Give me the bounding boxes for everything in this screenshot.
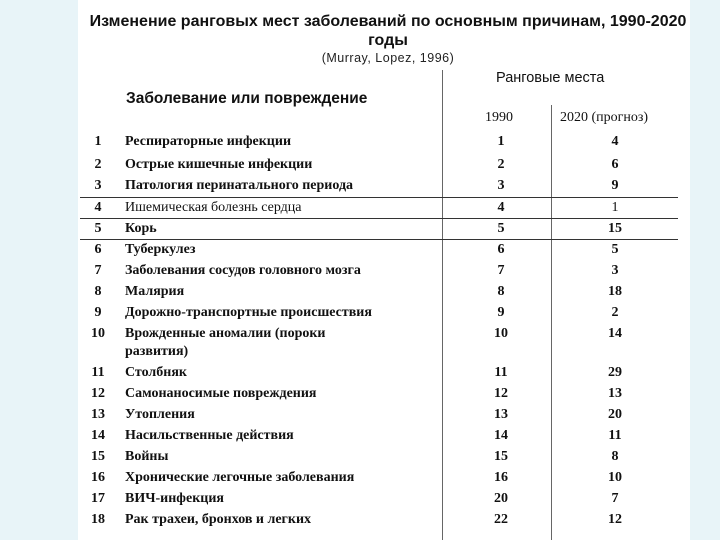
- row-number: 3: [94, 178, 102, 193]
- disease-name: Дорожно-транспортные происшествия: [125, 305, 372, 320]
- rank-1990: 20: [494, 491, 508, 506]
- table-row: [80, 133, 680, 155]
- table-row: [80, 304, 680, 326]
- rank-2020: 13: [608, 386, 622, 401]
- row-number: 4: [94, 200, 102, 215]
- rank-1990: 14: [494, 428, 508, 443]
- rank-2020: 6: [611, 157, 619, 172]
- disease-name: Ишемическая болезнь сердца: [125, 200, 302, 215]
- rank-2020: 29: [608, 365, 622, 380]
- table-row: [80, 220, 680, 242]
- row-number: 14: [91, 428, 105, 443]
- row-number: 10: [91, 326, 105, 341]
- table-row: [80, 325, 680, 365]
- disease-name: Заболевания сосудов головного мозга: [125, 263, 361, 278]
- disease-name: Рак трахеи, бронхов и легких: [125, 512, 312, 527]
- table-row: [80, 448, 680, 470]
- table-title: Изменение ранговых мест заболеваний по основным причинам, 1990-2020 годы: [89, 13, 687, 49]
- disease-name: Острые кишечные инфекции: [125, 157, 313, 172]
- rank-2020: 15: [608, 221, 622, 236]
- table-row: [80, 406, 680, 428]
- rank-2020: 5: [611, 242, 619, 257]
- row-number: 1: [94, 134, 102, 149]
- disease-name: Войны: [125, 449, 169, 464]
- disease-name: Малярия: [125, 284, 185, 299]
- rank-1990: 15: [494, 449, 508, 464]
- rank-1990: 1: [497, 134, 505, 149]
- row-number: 7: [94, 263, 102, 278]
- rank-2020: 4: [611, 134, 619, 149]
- disease-name: Корь: [125, 221, 157, 236]
- rank-2020: 9: [611, 178, 619, 193]
- row-number: 2: [94, 157, 102, 172]
- rank-1990: 16: [494, 470, 508, 485]
- rank-2020: 12: [608, 512, 622, 527]
- rank-2020: 20: [608, 407, 622, 422]
- rank-2020: 11: [608, 428, 622, 443]
- rank-2020: 3: [611, 263, 619, 278]
- table-row: [80, 385, 680, 407]
- rank-2020: 18: [608, 284, 622, 299]
- row-number: 12: [91, 386, 105, 401]
- rank-2020: 2: [611, 305, 619, 320]
- row-number: 18: [91, 512, 105, 527]
- row-number: 9: [94, 305, 102, 320]
- rank-2020: 7: [611, 491, 619, 506]
- rank-1990: 2: [497, 157, 505, 172]
- rank-2020: 1: [611, 200, 619, 215]
- rank-2020: 8: [611, 449, 619, 464]
- disease-name: Туберкулез: [125, 242, 196, 257]
- disease-name: Самонаносимые повреждения: [125, 386, 317, 401]
- disease-name: Утопления: [125, 407, 195, 422]
- rank-1990: 11: [494, 365, 508, 380]
- disease-column-header: Заболевание или повреждение: [126, 90, 368, 107]
- rank-1990: 10: [494, 326, 508, 341]
- table-row: [80, 156, 680, 178]
- table-row: [80, 262, 680, 284]
- table-row: [80, 177, 680, 199]
- row-number: 15: [91, 449, 105, 464]
- rank-1990: 5: [497, 221, 505, 236]
- year-1990-header: 1990: [485, 110, 513, 125]
- row-number: 17: [91, 491, 105, 506]
- disease-name: Врожденные аномалии (пороки развития): [125, 326, 326, 359]
- disease-name: Патология перинатального периода: [125, 178, 354, 193]
- source-citation: (Murray, Lopez, 1996): [321, 51, 455, 65]
- rank-2020: 10: [608, 470, 622, 485]
- row-number: 16: [91, 470, 105, 485]
- rank-1990: 9: [497, 305, 505, 320]
- table-row: [80, 490, 680, 512]
- rank-1990: 3: [497, 178, 505, 193]
- row-number: 8: [94, 284, 102, 299]
- disease-name: ВИЧ-инфекция: [125, 491, 224, 506]
- disease-name: Хронические легочные заболевания: [125, 470, 355, 485]
- rank-1990: 7: [497, 263, 505, 278]
- rank-1990: 13: [494, 407, 508, 422]
- rank-1990: 6: [497, 242, 505, 257]
- table-row: [80, 511, 680, 533]
- row-number: 5: [94, 221, 102, 236]
- rank-1990: 12: [494, 386, 508, 401]
- rank-1990: 4: [497, 200, 505, 215]
- table-row: [80, 199, 680, 221]
- row-number: 6: [94, 242, 102, 257]
- row-number: 11: [91, 365, 105, 380]
- disease-name: Насильственные действия: [125, 428, 294, 443]
- rank-2020: 14: [608, 326, 622, 341]
- rank-1990: 8: [497, 284, 505, 299]
- year-2020-header: 2020 (прогноз): [560, 110, 649, 125]
- table-row: [80, 364, 680, 386]
- ranks-column-header: Ранговые места: [496, 70, 605, 86]
- table-row: [80, 283, 680, 305]
- table-row: [80, 469, 680, 491]
- table-row: [80, 241, 680, 263]
- disease-name: Респираторные инфекции: [125, 134, 292, 149]
- rank-1990: 22: [494, 512, 508, 527]
- table-row: [80, 427, 680, 449]
- row-number: 13: [91, 407, 105, 422]
- disease-name: Столбняк: [125, 365, 187, 380]
